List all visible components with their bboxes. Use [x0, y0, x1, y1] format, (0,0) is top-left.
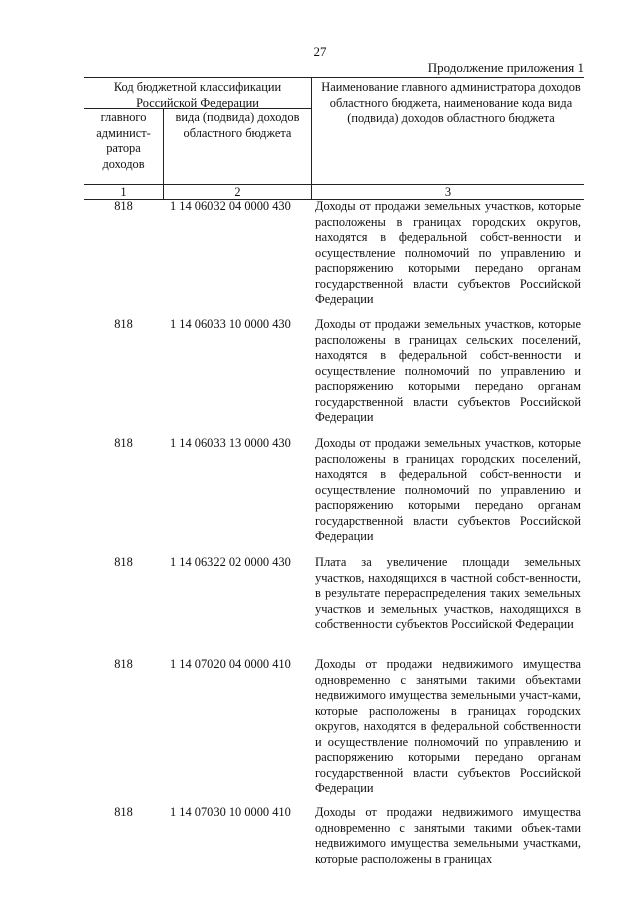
- admin-code-cell: 818: [114, 199, 133, 213]
- income-code-cell: 1 14 06033 13 0000 430: [170, 436, 291, 450]
- header-divider: [311, 78, 312, 184]
- income-code-cell: 1 14 06033 10 0000 430: [170, 317, 291, 331]
- admin-code-cell: 818: [114, 555, 133, 569]
- header-col-name: Наименование главного администратора доходов областного бюджета, наименование кода вида (подвида) доходов областного бюджета: [321, 80, 581, 125]
- admin-code-cell: 818: [114, 317, 133, 331]
- admin-code-cell: 818: [114, 436, 133, 450]
- income-name-cell: Плата за увеличение площади земельных участков, находящихся в частной собст-венности, в результате перераспределения таких земельных участков и земельных участков, находящихся в собственности субъектов Российской Федерации: [315, 555, 581, 631]
- table-header: [84, 77, 584, 185]
- budget-classification-table: [84, 77, 584, 866]
- column-number-2: 2: [234, 185, 241, 199]
- admin-code-cell: 818: [114, 657, 133, 671]
- page-number: 27: [313, 44, 327, 59]
- income-code-cell: 1 14 07030 10 0000 410: [170, 805, 291, 819]
- income-code-cell: 1 14 07020 04 0000 410: [170, 657, 291, 671]
- header-merged-title: Код бюджетной классификации Российской Федерации: [113, 80, 282, 110]
- income-name-cell: Доходы от продажи земельных участков, которые расположены в границах сельских поселений, находятся в федеральной собст-венности и осуществление полномочий по управлению и распоряжению которыми передано органам государственной власти субъектов Российской Федерации: [315, 317, 581, 424]
- column-numbers-row: [84, 185, 584, 200]
- income-name-cell: Доходы от продажи недвижимого имущества одновременно с занятыми такими объек-тами недвижимого имущества земельными участками, которые расположены в границах: [315, 805, 581, 866]
- header-col-admin: главного админист-ратора доходов: [96, 110, 151, 171]
- income-code-cell: 1 14 06322 02 0000 430: [170, 555, 291, 569]
- income-name-cell: Доходы от продажи земельных участков, которые расположены в границах городских округов, находятся в федеральной собст-венности и осуществление полномочий по управлению и распоряжению которыми передано органам государственной власти субъектов Российской Федерации: [315, 199, 581, 306]
- continuation-note: Продолжение приложения 1: [427, 60, 584, 75]
- column-number-1: 1: [120, 185, 127, 199]
- column-number-3: 3: [444, 185, 452, 199]
- income-code-cell: 1 14 06032 04 0000 430: [170, 199, 291, 213]
- income-name-cell: Доходы от продажи недвижимого имущества одновременно с занятыми такими объектами недвижимого имущества земельными участ-ками, которые расположены в границах городских округов, находятся в федеральной собственности и осуществление полномочий по управлению и распоряжению которыми передано органам государственной власти субъектов Российской Федерации: [315, 657, 581, 795]
- admin-code-cell: 818: [114, 805, 133, 819]
- header-col-code: вида (подвида) доходов областного бюджета: [175, 110, 300, 140]
- income-name-cell: Доходы от продажи земельных участков, которые расположены в границах городских поселений, находятся в федеральной собст-венности и осуществление полномочий по управлению и распоряжению которыми передано органам государственной власти субъектов Российской Федерации: [315, 436, 581, 543]
